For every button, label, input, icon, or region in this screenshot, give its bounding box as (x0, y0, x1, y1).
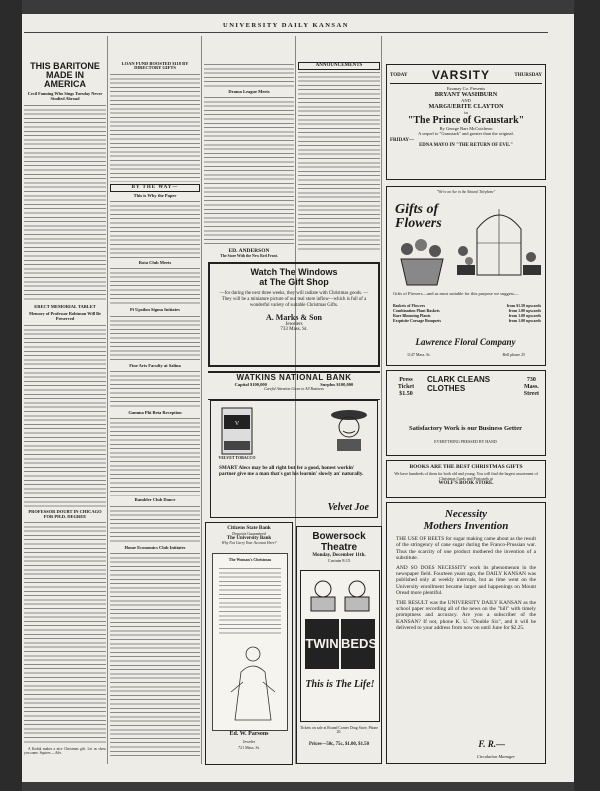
necessity-signature: F. R.— (478, 739, 505, 749)
wolf-body: We have hundreds of them for both old and young. You will find the largest assortment of Christmas Cards and Postcards at (394, 471, 538, 481)
tablet-headline: ERECT MEMORIAL TABLET (34, 304, 96, 309)
flower-basket-icon (393, 237, 451, 289)
varsity-note: A sequel to "Graustark" and greater than the original. (418, 131, 514, 136)
column-rule (201, 36, 202, 764)
twin-word: TWIN (305, 619, 339, 669)
necessity-paragraph-3: THE RESULT was the UNIVERSITY DAILY KANSAN as the school paper recording all of the news on the "hill" with timely promptness and accuracy. Are you a subscriber of the KANSAN? If not, phone K. U. "Double Six", and it will be delivered to your address from now on until June for $2.25. (396, 599, 536, 632)
bowersock-title: Bowersock Theatre (312, 531, 366, 553)
drama-league-body (204, 95, 294, 245)
gift-shop-firm: A. Marks & Son (265, 313, 322, 322)
rota-club-headline: Rota Club Meets (138, 260, 172, 266)
clark-tagline: Satisfactory Work is our Business Getter (409, 425, 522, 432)
gamma-phi-headline: Gamma Phi Beta Reception (128, 410, 182, 416)
floral-item-price: from 1.00 upwards (508, 313, 541, 318)
wolf-books-ad (386, 460, 546, 498)
floral-item-price: from $1.50 upwards (506, 303, 541, 308)
watkins-capital: Capital $100,000 (234, 382, 267, 387)
bowersock-prices: Prices—50c, 75c, $1.00, $1.50 (309, 742, 369, 747)
watkins-tagline: Careful Attention Given to All Business (264, 387, 324, 391)
necessity-ad (386, 502, 546, 764)
pi-upsilon-headline: Pi Upsilon Sigma Initiates (130, 307, 180, 313)
watkins-surplus: Surplus $100,000 (320, 382, 354, 387)
gamma-phi-body (110, 416, 200, 496)
rambler-headline: Rambler Club Dance (134, 497, 176, 503)
bank-tagline: The University Bank (226, 536, 272, 541)
masthead: UNIVERSITY DAILY KANSAN (223, 22, 349, 29)
baritone-subhead: Cecil Fanning Who Sings Tuesday Never Studied Abroad (27, 91, 103, 101)
twin-beds-poster (300, 570, 380, 722)
bowersock-tickets: Tickets on sale at Round Corner Drug Store, Phone 20. (299, 726, 378, 735)
press-ticket (391, 377, 421, 398)
tobacco-tin-icon (221, 407, 253, 455)
floral-small-headline: "We've an Ace in the Natural Telephone" (436, 190, 496, 194)
professor-article-body (24, 520, 106, 745)
floral-item-name: Rare Blooming Plants (393, 313, 431, 318)
velvet-joe-portrait-icon (329, 405, 369, 451)
announcements-heading: ANNOUNCEMENTS (298, 62, 380, 70)
clark-cleaners-ad (386, 370, 546, 456)
floral-item-price: from 1.00 upwards (508, 318, 541, 323)
baritone-article-body (24, 103, 106, 303)
by-the-way-heading: BY THE WAY— (110, 184, 200, 192)
masthead-rule (24, 32, 548, 33)
home-ec-body (110, 551, 200, 756)
beds-word: BEDS (341, 619, 375, 669)
floral-phone: Bell phone 25 (502, 352, 525, 357)
floral-address: 1147 Mass. St. (407, 352, 431, 357)
floral-item-name: Combination Plant Baskets (393, 308, 440, 313)
rambler-body (110, 504, 200, 544)
varsity-ad (386, 64, 546, 180)
gift-shop-address: 733 Mass. St. (280, 327, 308, 332)
bank-question: Why Not Carry Your Account Here? (221, 541, 277, 545)
varsity-presents: Essanay Co. Presents (446, 86, 486, 91)
baritone-headline: THIS BARITONE MADE IN AMERICA (30, 61, 100, 89)
parsons-subtitle: Jeweler (242, 739, 256, 744)
varsity-friday-film: EDNA MAYO IN "THE RETURN OF EVE." (419, 143, 513, 148)
rota-club-body (110, 266, 200, 306)
watkins-bank-name: WATKINS NATIONAL BANK (236, 373, 352, 382)
gift-shop-copy: —for during the next three weeks, they will radiate with Christmas goods. —They will be a miniature picture of our real store inflow—which is full of a wonderful variety of suitable Christmas Gifts. (219, 291, 369, 308)
necessity-title-1: Necessity (444, 508, 488, 520)
flower-window-illustration-icon (457, 199, 541, 277)
column-2 (110, 36, 200, 756)
gift-shop-title: Watch The Windows (250, 267, 338, 277)
by-the-way-subhead: This is Why the Paper (133, 192, 177, 198)
watkins-bank-ad (208, 371, 380, 400)
clark-slogan-block: CLARK CLEANS CLOTHES (427, 375, 491, 393)
bank-name: Citizens State Bank (227, 525, 271, 531)
velvet-tobacco-ad (210, 400, 378, 518)
necessity-signature-title: Circulation Manager (476, 754, 515, 759)
sleepers-illustration-icon (301, 573, 379, 613)
loan-fund-body (110, 72, 200, 182)
anderson-ad-name: ED. ANDERSON (228, 248, 270, 255)
column-1 (24, 36, 106, 756)
bank-subtitle: Deposits Guaranteed (232, 531, 266, 536)
floral-intro: Gifts of Flowers—and as most suitable for this purpose we suggest— (393, 291, 519, 296)
varsity-name: VARSITY (431, 68, 491, 82)
velvet-copy: SMART Alecs may be all right but fer a good, honest workin' partner give me a man that's got his learnin' slowly an' naturally. (219, 465, 364, 478)
clark-address (524, 377, 539, 398)
column-rule (107, 36, 108, 764)
necessity-paragraph-1: THE USE OF BEETS for sugar making came about as the result of the stringency of cane sugar during the Franco-Prussian war. Thus the scarcity of one product mothered the invention of a substitute. (396, 536, 536, 562)
anderson-ad-tagline: The Store With the New Red Front. (220, 253, 278, 258)
bowersock-curtain: Curtain 8:15 (327, 558, 351, 563)
column-3-top-body (204, 62, 294, 88)
parsons-address: 721 Mass. St. (238, 745, 260, 750)
varsity-today: TODAY (390, 72, 408, 78)
announcements-body (298, 70, 380, 250)
wolf-title: BOOKS ARE THE BEST CHRISTMAS GIFTS (409, 464, 523, 470)
clark-street: Street (523, 391, 539, 397)
gift-shop-title-2: at The Gift Shop (259, 277, 329, 287)
fine-arts-headline: Fine Arts Faculty at Salina (129, 362, 181, 368)
press-label: Press (399, 377, 413, 383)
tablet-subhead: Memory of Professor Robinson Will Be Preserved (29, 311, 101, 322)
floral-title: Gifts of Flowers (395, 202, 442, 231)
this-is-the-life: This is The Life! (305, 679, 375, 690)
gift-shop-firm-sub: Jewelers (285, 322, 303, 327)
home-ec-headline: Home Economics Club Initiates (124, 544, 186, 550)
floral-item (393, 318, 541, 323)
professor-headline: PROFESSOR DOUBT IN CHICAGO FOR PH.D. DEGREE (28, 509, 102, 519)
floral-item-name: Baskets of Flowers (393, 303, 425, 308)
floral-item-name: Exquisite Corsage Bouquets (393, 318, 442, 323)
pi-upsilon-body (110, 314, 200, 362)
by-the-way-body (110, 199, 200, 259)
varsity-and: AND (461, 98, 471, 103)
varsity-film: "The Prince of Graustark" (407, 115, 525, 126)
floral-price-list (393, 303, 541, 323)
varsity-day: THURSDAY (514, 72, 542, 78)
varsity-star-2: MARGUERITE CLAYTON (428, 103, 504, 110)
varsity-author: By George Barr McCutcheon (439, 126, 493, 131)
velvet-signature: Velvet Joe (327, 502, 369, 513)
clark-number: 730 (526, 377, 536, 383)
varsity-star-1: BRYANT WASHBURN (434, 91, 498, 98)
velvet-brand: VELVET TOBACCO (218, 455, 256, 460)
bowersock-date: Monday, December 11th. (312, 553, 366, 558)
ticket-label: Ticket (397, 384, 415, 390)
womans-christmas-title: The Woman's Christmas (228, 557, 272, 562)
ticket-price: $1.50 (399, 391, 413, 397)
kodak-notice: A Kodak makes a nice Christmas gift. Let us show you some. Squires.—Adv. (24, 746, 106, 756)
loan-fund-headline: LOAN FUND BOOSTED $118 BY DIRECTORY GIFTS (121, 61, 189, 71)
parsons-name: Ed. W. Parsons (229, 731, 269, 737)
wolf-store: WOLF'S BOOK STORE. (438, 481, 494, 486)
tablet-article-body (24, 323, 106, 508)
varsity-in: in (464, 110, 468, 115)
floral-company: Lawrence Floral Company (415, 337, 516, 347)
svg-text:V: V (234, 421, 240, 427)
floral-item-price: from 1.00 upwards (508, 308, 541, 313)
necessity-title-2: Mothers Invention (423, 520, 509, 532)
fine-arts-body (110, 369, 200, 409)
clark-mass: Mass. (523, 384, 539, 390)
floral-ad (386, 186, 546, 366)
column-4 (298, 36, 380, 256)
gift-shop-ad (208, 262, 380, 367)
drama-league-headline: Drama League Meets (228, 89, 270, 94)
necessity-paragraph-2: AND SO DOES NECESSITY work its phenomenon in the newspaper field. Fourteen years ago, the DAILY KANSAN was published only at weekly intervals, but as time went on the University enrollment became larger and happenings on Mount Oread more plentiful. (396, 564, 536, 597)
varsity-friday-label: FRIDAY— (390, 138, 414, 143)
clark-pressed: EVERYTHING PRESSED BY HAND (434, 439, 497, 444)
varsity-header (390, 68, 542, 84)
